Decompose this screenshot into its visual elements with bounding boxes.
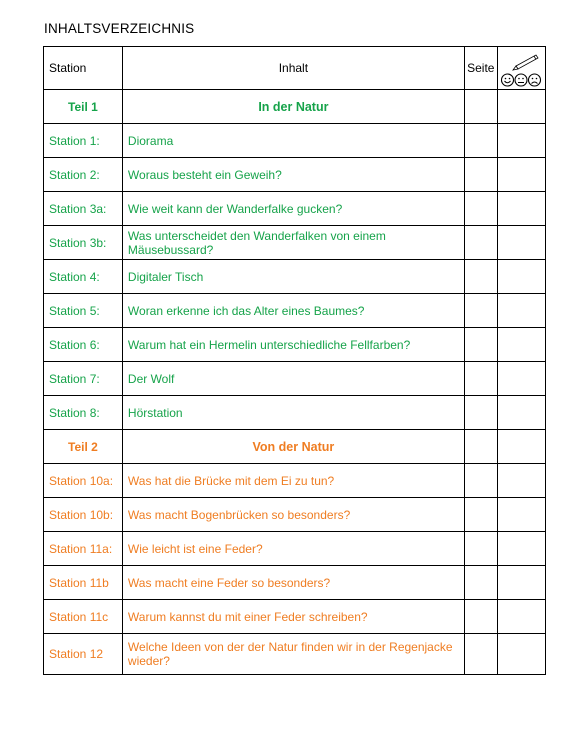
rating-cell: [497, 396, 545, 430]
page-cell: [464, 634, 497, 675]
page-cell: [464, 294, 497, 328]
table-row: [44, 396, 546, 430]
part-label: Teil 2: [44, 430, 123, 464]
table-row: [44, 498, 546, 532]
smiley-neutral-icon: [515, 74, 527, 86]
page-cell: [464, 192, 497, 226]
table-row: [44, 362, 546, 396]
content-cell: Was macht Bogenbrücken so besonders?: [122, 498, 464, 532]
rating-cell: [497, 90, 545, 124]
station-cell: Station 4:: [44, 260, 123, 294]
station-cell: Station 8:: [44, 396, 123, 430]
page-cell: [464, 566, 497, 600]
page-cell: [464, 498, 497, 532]
rating-cell: [497, 294, 545, 328]
station-cell: Station 3a:: [44, 192, 123, 226]
rating-cell: [497, 634, 545, 675]
part-row-teil-1: [44, 90, 546, 124]
rating-cell: [497, 566, 545, 600]
table-row: [44, 566, 546, 600]
smiley-happy-icon: [501, 74, 513, 86]
station-cell: Station 11b: [44, 566, 123, 600]
rating-cell: [497, 362, 545, 396]
rating-cell: [497, 226, 545, 260]
content-cell: Woraus besteht ein Geweih?: [122, 158, 464, 192]
content-cell: Der Wolf: [122, 362, 464, 396]
table-row: [44, 294, 546, 328]
table-row: [44, 260, 546, 294]
rating-cell: [497, 464, 545, 498]
content-cell: Diorama: [122, 124, 464, 158]
rating-cell: [497, 532, 545, 566]
page-cell: [464, 226, 497, 260]
page-cell: [464, 600, 497, 634]
table-row: [44, 600, 546, 634]
table-row: [44, 634, 546, 675]
pencil-icon: [513, 55, 538, 70]
smiley-sad-icon: [528, 74, 540, 86]
station-cell: Station 10a:: [44, 464, 123, 498]
station-cell: Station 2:: [44, 158, 123, 192]
station-cell: Station 3b:: [44, 226, 123, 260]
header-seite: Seite: [464, 47, 497, 90]
rating-cell: [497, 430, 545, 464]
page-cell: [464, 328, 497, 362]
header-inhalt: Inhalt: [122, 47, 464, 90]
part-title: Von der Natur: [122, 430, 464, 464]
page-cell: [464, 260, 497, 294]
table-row: [44, 192, 546, 226]
page-cell: [464, 362, 497, 396]
part-row-teil-2: [44, 430, 546, 464]
table-row: [44, 158, 546, 192]
table-row: [44, 124, 546, 158]
rating-cell: [497, 260, 545, 294]
station-cell: Station 11a:: [44, 532, 123, 566]
rating-cell: [497, 158, 545, 192]
station-cell: Station 5:: [44, 294, 123, 328]
content-cell: Wie leicht ist eine Feder?: [122, 532, 464, 566]
header-rating: [497, 47, 545, 90]
station-cell: Station 1:: [44, 124, 123, 158]
page-cell: [464, 124, 497, 158]
table-of-contents: [43, 46, 546, 675]
header-station: Station: [44, 47, 123, 90]
table-row: [44, 532, 546, 566]
content-cell: Was unterscheidet den Wanderfalken von einem Mäusebussard?: [122, 226, 464, 260]
document-title: INHALTSVERZEICHNIS: [44, 21, 195, 36]
table-row: [44, 464, 546, 498]
part-title: In der Natur: [122, 90, 464, 124]
content-cell: Woran erkenne ich das Alter eines Baumes?: [122, 294, 464, 328]
page-cell: [464, 430, 497, 464]
station-cell: Station 7:: [44, 362, 123, 396]
rating-cell: [497, 498, 545, 532]
content-cell: Welche Ideen von der der Natur finden wir in der Regenjacke wieder?: [122, 634, 464, 675]
part-label: Teil 1: [44, 90, 123, 124]
page-cell: [464, 464, 497, 498]
page-cell: [464, 158, 497, 192]
rating-cell: [497, 600, 545, 634]
rating-cell: [497, 192, 545, 226]
content-cell: Warum kannst du mit einer Feder schreiben?: [122, 600, 464, 634]
table-row: [44, 226, 546, 260]
station-cell: Station 12: [44, 634, 123, 675]
content-cell: Was macht eine Feder so besonders?: [122, 566, 464, 600]
station-cell: Station 11c: [44, 600, 123, 634]
page-cell: [464, 396, 497, 430]
page-cell: [464, 532, 497, 566]
station-cell: Station 6:: [44, 328, 123, 362]
content-cell: Warum hat ein Hermelin unterschiedliche Fellfarben?: [122, 328, 464, 362]
rating-cell: [497, 328, 545, 362]
content-cell: Digitaler Tisch: [122, 260, 464, 294]
content-cell: Hörstation: [122, 396, 464, 430]
content-cell: Wie weit kann der Wanderfalke gucken?: [122, 192, 464, 226]
page-cell: [464, 90, 497, 124]
station-cell: Station 10b:: [44, 498, 123, 532]
table-row: [44, 328, 546, 362]
rating-cell: [497, 124, 545, 158]
table-header-row: [44, 47, 546, 90]
content-cell: Was hat die Brücke mit dem Ei zu tun?: [122, 464, 464, 498]
